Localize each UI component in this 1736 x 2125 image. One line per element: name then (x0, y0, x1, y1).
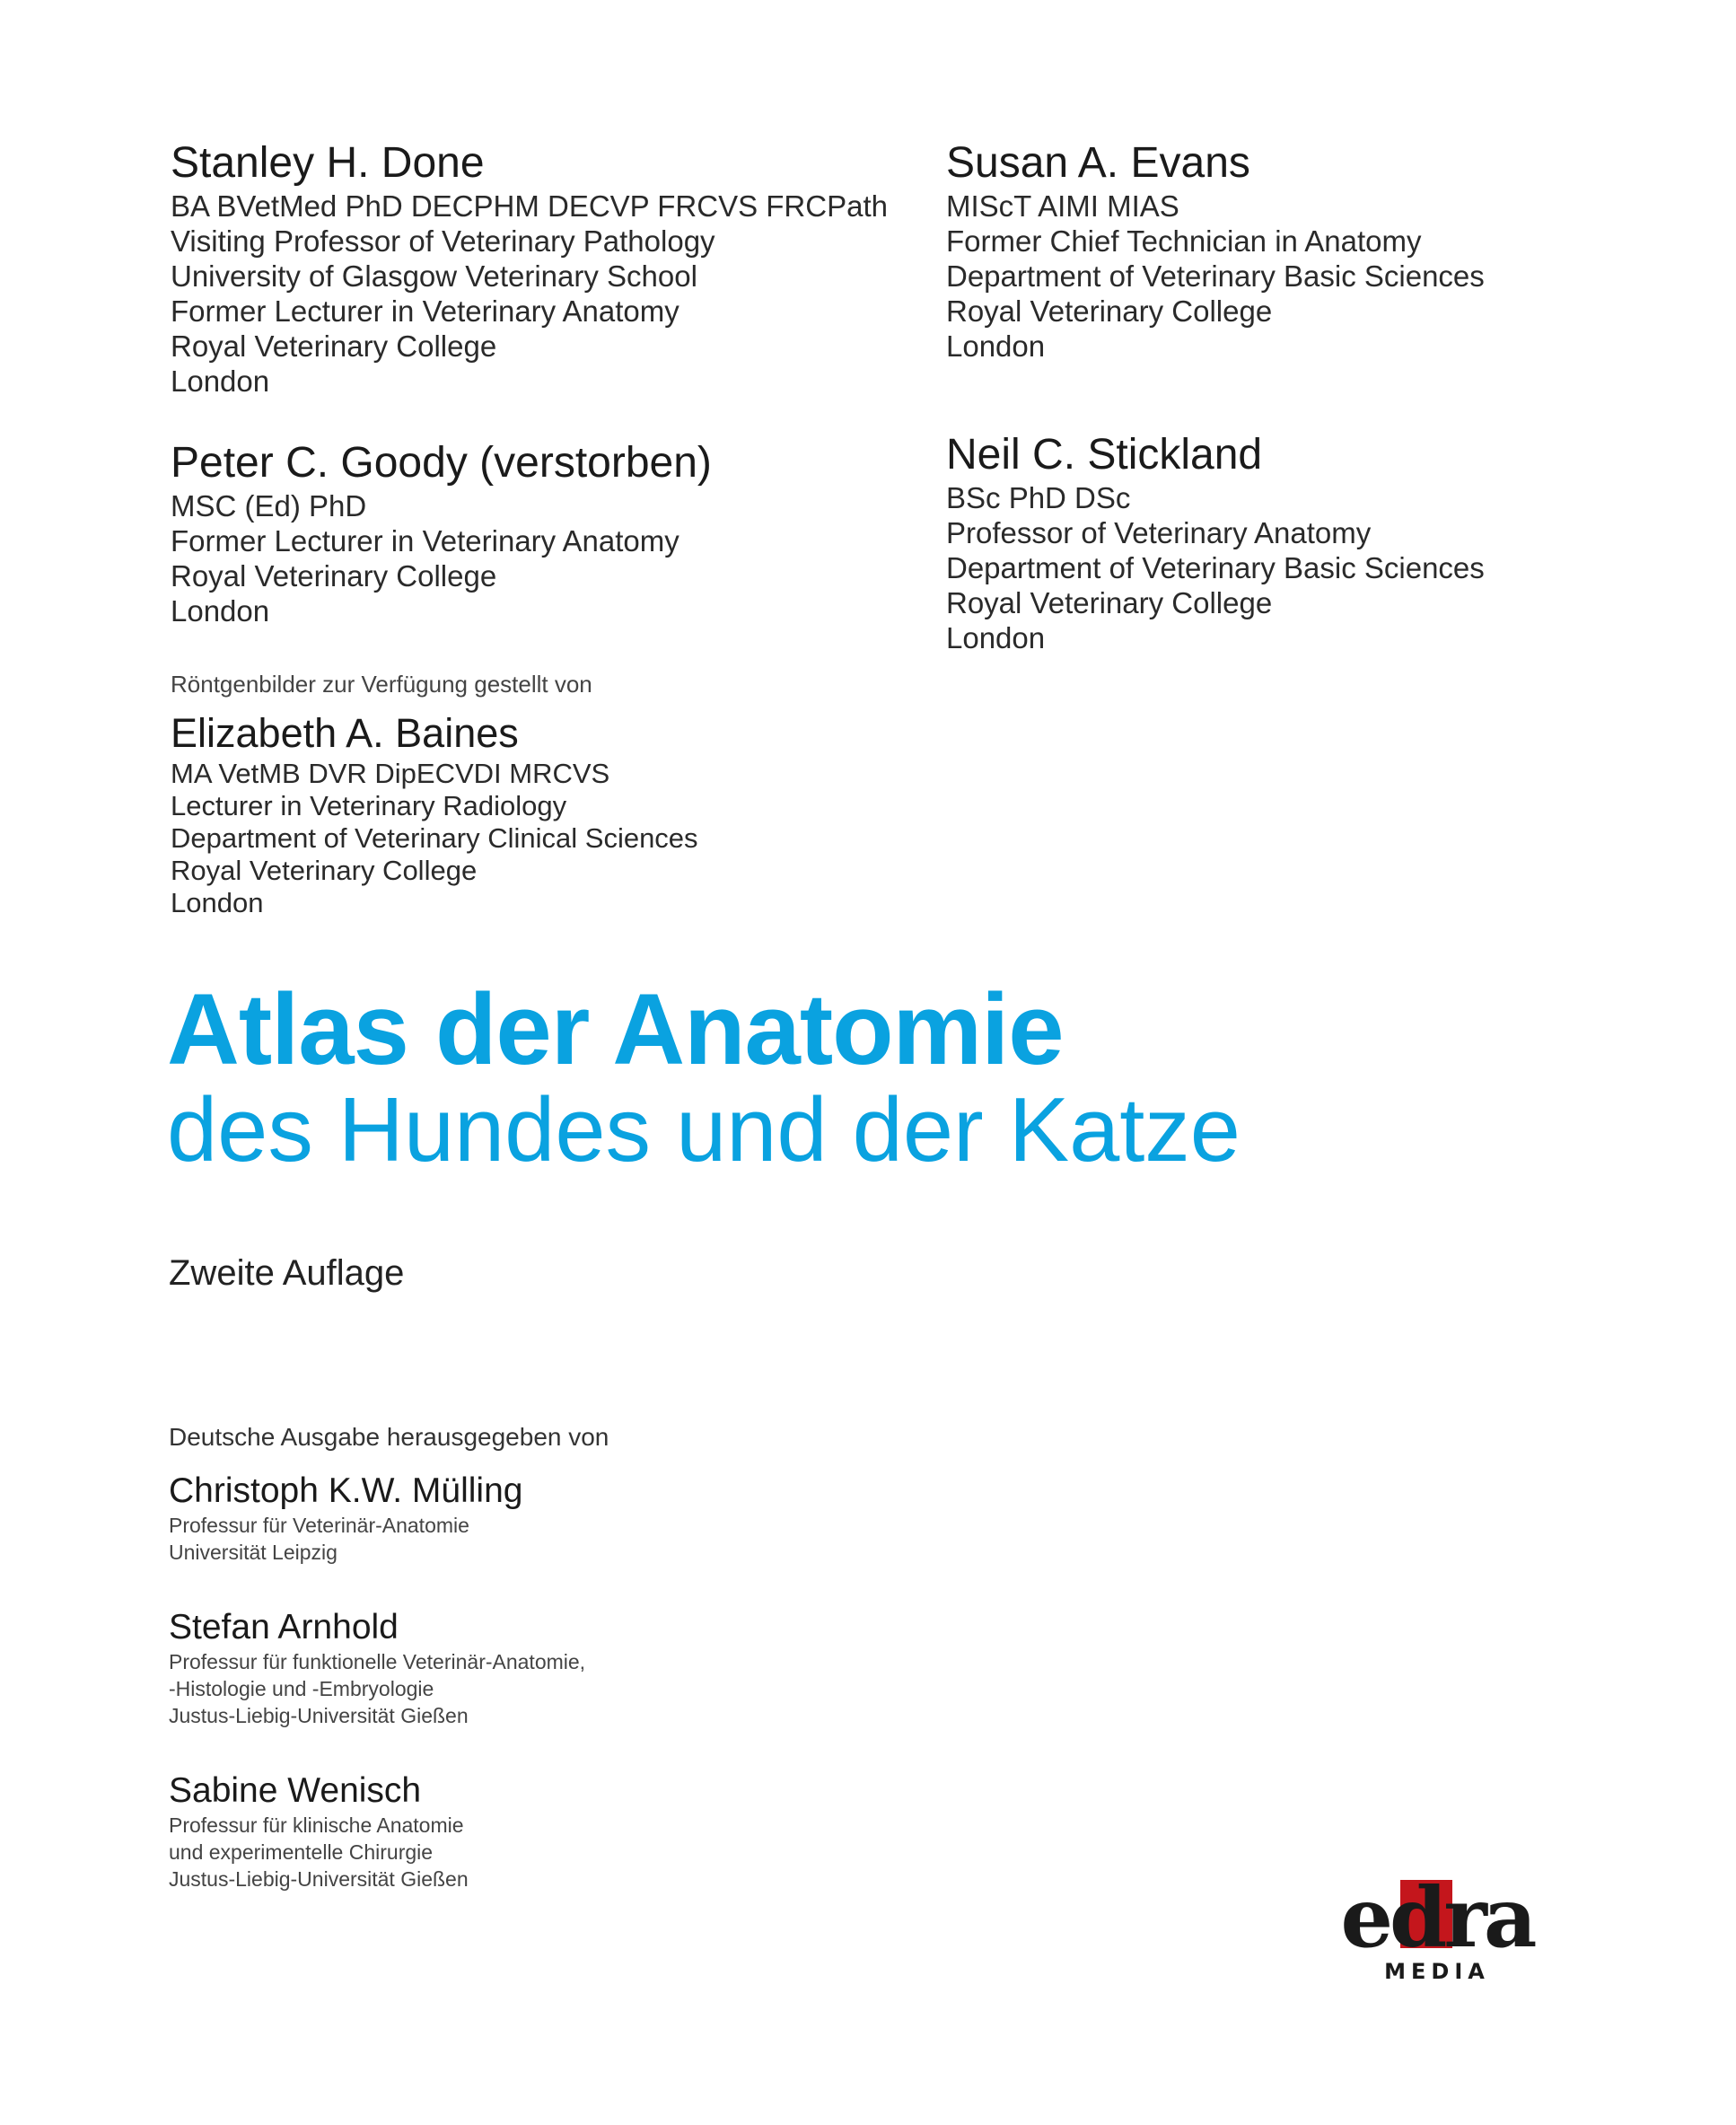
radiographer-name: Elizabeth A. Baines (171, 710, 519, 756)
editor-affiliation (169, 1648, 585, 1729)
author-credentials (946, 480, 1485, 655)
editor-block-wenisch (169, 1770, 469, 1892)
editor-block-arnhold (169, 1607, 585, 1729)
credential-line: London (171, 364, 270, 398)
affiliation-line: und experimentelle Chirurgie (169, 1840, 434, 1864)
german-edition-note: Deutsche Ausgabe herausgegeben von (169, 1423, 609, 1451)
credential-line: Royal Veterinary College (946, 294, 1273, 328)
credential-line: Royal Veterinary College (946, 586, 1273, 619)
author-credentials (946, 189, 1485, 364)
credential-line: Royal Veterinary College (171, 329, 497, 363)
radiographer-block (171, 709, 698, 919)
author-block-goody (171, 438, 712, 628)
affiliation-line: Justus-Liebig-Universität Gießen (169, 1704, 469, 1727)
credential-line: London (946, 621, 1046, 654)
edition-label: Zweite Auflage (169, 1253, 405, 1293)
credential-line: London (171, 887, 264, 918)
credential-line: Department of Veterinary Clinical Sciences (171, 822, 698, 854)
credential-line: Visiting Professor of Veterinary Pathology (171, 224, 715, 258)
author-block-done (171, 138, 888, 399)
editor-name: Christoph K.W. Mülling (169, 1471, 523, 1510)
credential-line: BSc PhD DSc (946, 481, 1131, 514)
credential-line: Department of Veterinary Basic Sciences (946, 551, 1485, 584)
credential-line: Former Chief Technician in Anatomy (946, 224, 1422, 258)
author-block-evans (946, 138, 1485, 364)
author-block-stickland (946, 430, 1485, 655)
author-credentials (171, 488, 712, 628)
affiliation-line: Professur für klinische Anatomie (169, 1813, 464, 1837)
credential-line: London (171, 594, 270, 628)
author-credentials (171, 189, 888, 399)
book-subtitle: des Hundes und der Katze (167, 1080, 1241, 1181)
svg-text:edra: edra (1340, 1873, 1534, 1963)
credential-line: Former Lecturer in Veterinary Anatomy (171, 294, 679, 328)
affiliation-line: Professur für funktionelle Veterinär-Anatomie, (169, 1650, 586, 1673)
credential-line: Professor of Veterinary Anatomy (946, 516, 1372, 549)
radiographs-note: Röntgenbilder zur Verfügung gestellt von (171, 671, 592, 698)
editor-name: Stefan Arnhold (169, 1608, 399, 1646)
editor-name: Sabine Wenisch (169, 1771, 422, 1810)
credential-line: MSC (Ed) PhD (171, 489, 367, 522)
credential-line: Former Lecturer in Veterinary Anatomy (171, 524, 679, 558)
author-name: Stanley H. Done (171, 139, 485, 187)
publisher-logo (1336, 1873, 1539, 1988)
editor-block-muelling (169, 1471, 522, 1566)
radiographer-credentials (171, 758, 698, 919)
credential-line: Lecturer in Veterinary Radiology (171, 790, 567, 821)
credential-line: Royal Veterinary College (171, 559, 497, 593)
affiliation-line: Universität Leipzig (169, 1541, 338, 1564)
credential-line: BA BVetMed PhD DECPHM DECVP FRCVS FRCPath (171, 189, 888, 223)
credential-line: Department of Veterinary Basic Sciences (946, 259, 1485, 293)
affiliation-line: -Histologie und -Embryologie (169, 1677, 434, 1700)
editor-affiliation (169, 1512, 522, 1566)
author-name: Susan A. Evans (946, 139, 1250, 187)
credential-line: MA VetMB DVR DipECVDI MRCVS (171, 758, 610, 789)
credential-line: Royal Veterinary College (171, 855, 478, 886)
edra-logo-icon (1336, 1873, 1539, 1963)
publisher-subtitle: MEDIA (1384, 1959, 1490, 1984)
credential-line: MIScT AIMI MIAS (946, 189, 1179, 223)
book-title: Atlas der Anatomie (167, 973, 1064, 1085)
affiliation-line: Professur für Veterinär-Anatomie (169, 1514, 469, 1537)
author-name: Peter C. Goody (verstorben) (171, 439, 712, 487)
editor-affiliation (169, 1812, 469, 1892)
credential-line: London (946, 329, 1046, 363)
author-name: Neil C. Stickland (946, 431, 1263, 479)
affiliation-line: Justus-Liebig-Universität Gießen (169, 1867, 469, 1891)
credential-line: University of Glasgow Veterinary School (171, 259, 697, 293)
